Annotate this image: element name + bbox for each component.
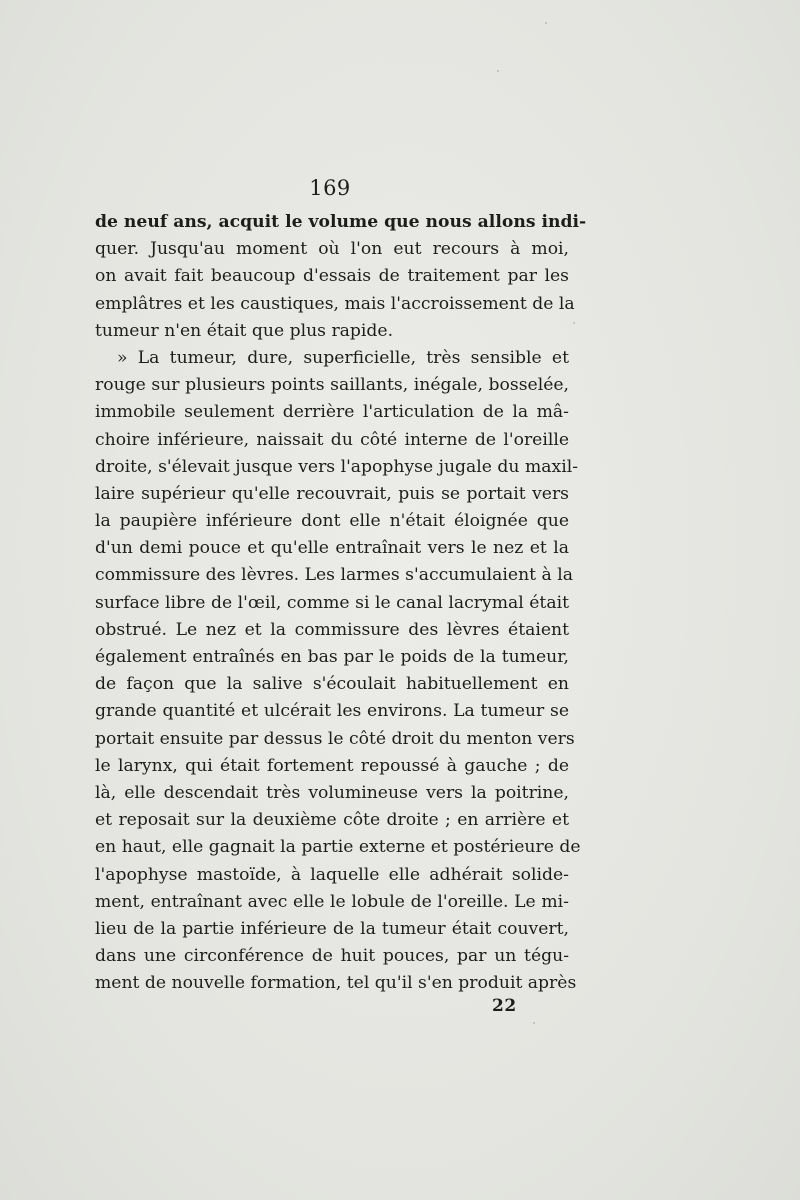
text-line: l'apophyse mastoïde, à laquelle elle adhérait solide-: [95, 864, 569, 885]
text-line: rouge sur plusieurs points saillants, inégale, bosselée,: [95, 375, 569, 396]
paper-speck: [545, 22, 547, 24]
text-line: laire supérieur qu'elle recouvrait, puis se portait vers: [95, 483, 569, 504]
text-line: lieu de la partie inférieure de la tumeur était couvert,: [95, 918, 569, 939]
text-line: on avait fait beaucoup d'essais de traitement par les: [95, 266, 569, 287]
text-line: en haut, elle gagnait la partie externe et postérieure de: [95, 837, 581, 858]
text-line: et reposait sur la deuxième côte droite ; en arrière et: [95, 810, 569, 831]
signature-mark: 22: [492, 996, 517, 1016]
text-line: portait ensuite par dessus le côté droit du menton vers: [95, 728, 575, 749]
text-line: obstrué. Le nez et la commissure des lèvres étaient: [95, 619, 569, 640]
text-line: immobile seulement derrière l'articulation de la mâ-: [95, 402, 569, 423]
paper-speck: [533, 1022, 535, 1024]
paper-speck: [573, 322, 575, 324]
text-line: de façon que la salive s'écoulait habituellement en: [95, 674, 569, 695]
text-line: » La tumeur, dure, superficielle, très sensible et: [117, 347, 569, 368]
text-line: ment de nouvelle formation, tel qu'il s'en produit après: [95, 973, 577, 994]
text-line: également entraînés en bas par le poids de la tumeur,: [95, 647, 569, 667]
text-line: surface libre de l'œil, comme si le canal lacrymal était: [95, 592, 569, 613]
paper-speck: [497, 70, 499, 72]
text-line: droite, s'élevait jusque vers l'apophyse jugale du maxil-: [95, 456, 578, 477]
text-line: la paupière inférieure dont elle n'était éloignée que: [95, 511, 569, 532]
text-line: commissure des lèvres. Les larmes s'accumulaient à la: [95, 565, 573, 586]
page-number: 169: [309, 176, 351, 200]
text-line: tumeur n'en était que plus rapide.: [95, 320, 394, 341]
text-line: le larynx, qui était fortement repoussé à gauche ; de: [95, 755, 569, 776]
text-line: choire inférieure, naissait du côté interne de l'oreille: [95, 429, 569, 450]
body-text: [95, 209, 587, 997]
text-line: de neuf ans, acquit le volume que nous allons indi-: [95, 212, 587, 232]
text-line: quer. Jusqu'au moment où l'on eut recours à moi,: [95, 239, 569, 260]
text-line: ment, entraînant avec elle le lobule de l'oreille. Le mi-: [95, 891, 569, 912]
text-line: là, elle descendait très volumineuse vers la poitrine,: [95, 782, 569, 803]
text-line: d'un demi pouce et qu'elle entraînait vers le nez et la: [95, 538, 569, 559]
text-line: grande quantité et ulcérait les environs. La tumeur se: [95, 701, 569, 722]
text-line: emplâtres et les caustiques, mais l'accroissement de la: [95, 293, 575, 314]
text-line: dans une circonférence de huit pouces, par un tégu-: [95, 946, 569, 967]
